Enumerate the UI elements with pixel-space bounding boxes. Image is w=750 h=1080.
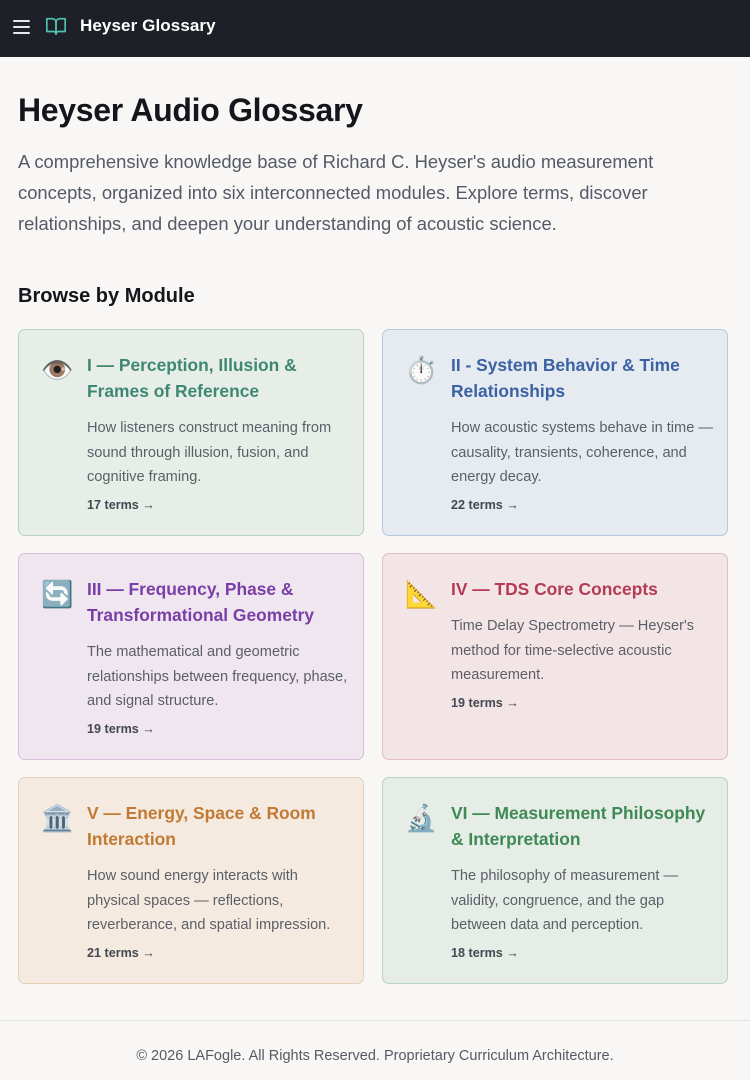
module-description: How listeners construct meaning from sound through illusion, fusion, and cognitive framing.	[87, 420, 332, 486]
module-card[interactable]	[18, 777, 364, 984]
eye-icon: 👁️	[41, 355, 74, 385]
hamburger-menu-icon[interactable]	[13, 20, 30, 34]
page-title: Heyser Audio Glossary	[18, 92, 363, 128]
stopwatch-icon: ⏱️	[405, 355, 438, 385]
open-book-icon	[45, 15, 67, 37]
module-card[interactable]	[382, 777, 728, 984]
module-title[interactable]: V — Energy, Space & Room Interaction	[87, 803, 316, 849]
module-card[interactable]	[382, 329, 728, 536]
module-term-count-link[interactable]: 17 terms →	[87, 498, 155, 512]
section-heading: Browse by Module	[18, 285, 195, 307]
cycle-arrows-icon: 🔄	[41, 579, 74, 609]
intro-paragraph: A comprehensive knowledge base of Richard C. Heyser's audio measurement concepts, organized into six interconnected modules. Explore terms, discover relationships, and deepen your understanding of acoustic science.	[18, 151, 654, 234]
footer-divider	[0, 1020, 750, 1021]
module-description: How acoustic systems behave in time — causality, transients, coherence, and energy decay.	[451, 420, 713, 486]
footer-copyright: © 2026 LAFogle. All Rights Reserved. Proprietary Curriculum Architecture.	[136, 1048, 614, 1064]
module-description: How sound energy interacts with physical spaces — reflections, reverberance, and spatial impression.	[87, 868, 331, 934]
module-term-count-link[interactable]: 19 terms →	[451, 696, 519, 710]
module-term-count-link[interactable]: 18 terms →	[451, 946, 519, 960]
module-title[interactable]: III — Frequency, Phase & Transformational Geometry	[87, 579, 315, 625]
module-description: The mathematical and geometric relationships between frequency, phase, and signal structure.	[87, 644, 348, 710]
module-term-count-link[interactable]: 21 terms →	[87, 946, 155, 960]
module-description: The philosophy of measurement — validity, congruence, and the gap between data and perception.	[451, 868, 679, 934]
triangle-ruler-icon: 📐	[405, 579, 438, 609]
module-title[interactable]: VI — Measurement Philosophy & Interpretation	[451, 803, 706, 849]
module-title[interactable]: II - System Behavior & Time Relationships	[451, 355, 680, 401]
module-description: Time Delay Spectrometry — Heyser's method for time-selective acoustic measurement.	[451, 618, 695, 684]
module-card[interactable]	[382, 553, 728, 760]
module-card[interactable]	[18, 553, 364, 760]
module-term-count-link[interactable]: 19 terms →	[87, 722, 155, 736]
module-card[interactable]	[18, 329, 364, 536]
microscope-icon: 🔬	[405, 803, 438, 833]
top-navigation-bar	[0, 0, 750, 57]
module-title[interactable]: I — Perception, Illusion & Frames of Reference	[87, 355, 297, 401]
module-title[interactable]: IV — TDS Core Concepts	[451, 579, 658, 599]
classical-building-icon: 🏛️	[41, 803, 74, 833]
brand-title[interactable]: Heyser Glossary	[80, 16, 216, 35]
module-term-count-link[interactable]: 22 terms →	[451, 498, 519, 512]
